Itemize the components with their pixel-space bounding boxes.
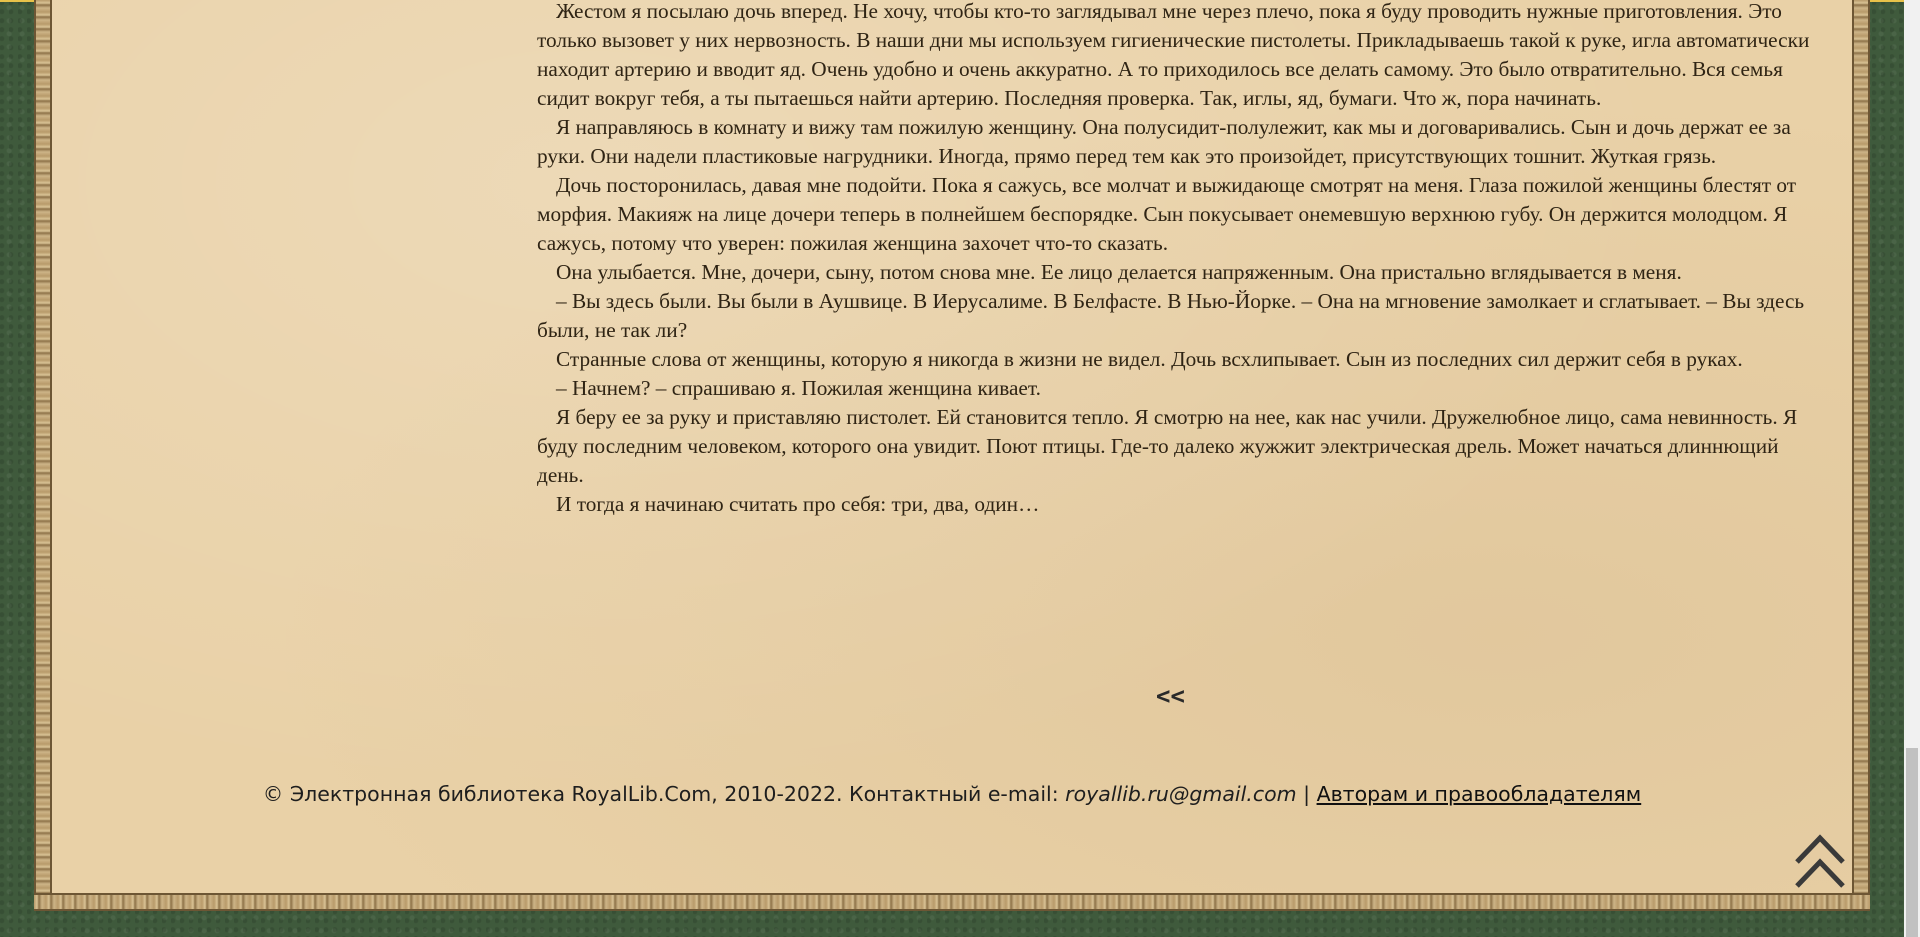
previous-page-link[interactable]: << [1156,682,1185,710]
paragraph: И тогда я начинаю считать про себя: три, два, один… [556,492,1040,516]
paragraph: Я беру ее за руку и приставляю пистолет. Ей становится тепло. Я смотрю на нее, как нас учили. Дружелюбное лицо, сама невинность. Я буду последним человеком, которого она увидит. Поют птицы. Где-то далеко жужжит электрическая дрель. Может начаться длиннющий день. [537,405,1798,487]
paragraph: Она улыбается. Мне, дочери, сыну, потом снова мне. Ее лицо делается напряженным. Она пристально вглядывается в меня. [556,260,1682,284]
contact-email: royallib.ru@gmail.com [1065,782,1297,806]
paragraph: Странные слова от женщины, которую я никогда в жизни не видел. Дочь всхлипывает. Сын из последних сил держит себя в руках. [556,347,1743,371]
footer-separator: | [1296,782,1317,806]
authors-rights-link[interactable]: Авторам и правообладателям [1316,782,1642,806]
paragraph: Жестом я посылаю дочь вперед. Не хочу, чтобы кто-то заглядывал мне через плечо, пока я буду проводить нужные приготовления. Это только вызовет у них нервозность. В наши дни мы используем гигиенические пистолеты. Прикладываешь такой к руке, игла автоматически находит артерию и вводит яд. Очень удобно и очень аккуратно. А то приходилось все делать самому. Это было отвратительно. Вся семья сидит вокруг тебя, а ты пытаешься найти артерию. Последняя проверка. Так, иглы, яд, бумаги. Что ж, пора начинать. [537,0,1810,110]
paragraph: – Начнем? – спрашиваю я. Пожилая женщина кивает. [556,376,1041,400]
vertical-scrollbar[interactable] [1904,0,1920,937]
scroll-to-top-button[interactable] [1793,832,1847,892]
paragraph: Я направляюсь в комнату и вижу там пожилую женщину. Она полусидит-полулежит, как мы и договаривались. Сын и дочь держат ее за руки. Они надели пластиковые нагрудники. Иногда, прямо перед тем как это произойдет, присутствующих тошнит. Жуткая грязь. [537,115,1791,168]
scrollbar-thumb[interactable] [1906,748,1918,937]
paragraph: Дочь посторонилась, давая мне подойти. Пока я сажусь, все молчат и выжидающе смотрят на меня. Глаза пожилой женщины блестят от морфия. Макияж на лице дочери теперь в полнейшем беспорядке. Сын покусывает онемевшую верхнюю губу. Он держится молодцом. Я сажусь, потому что уверен: пожилая женщина захочет что-то сказать. [537,173,1797,255]
footer [0,782,1904,806]
paragraph: – Вы здесь были. Вы были в Аушвице. В Иерусалиме. В Белфасте. В Нью-Йорке. – Она на мгновение замолкает и сглатывает. – Вы здесь были, не так ли? [537,289,1805,342]
frame-border-right [1852,0,1870,907]
frame-border-bottom [34,893,1870,911]
double-chevron-up-icon [1793,832,1847,892]
frame-border-left [34,0,52,907]
copyright-text: © Электронная библиотека RoyalLib.Com, 2010-2022. Контактный e-mail: [262,782,1066,806]
book-text [537,0,1822,519]
